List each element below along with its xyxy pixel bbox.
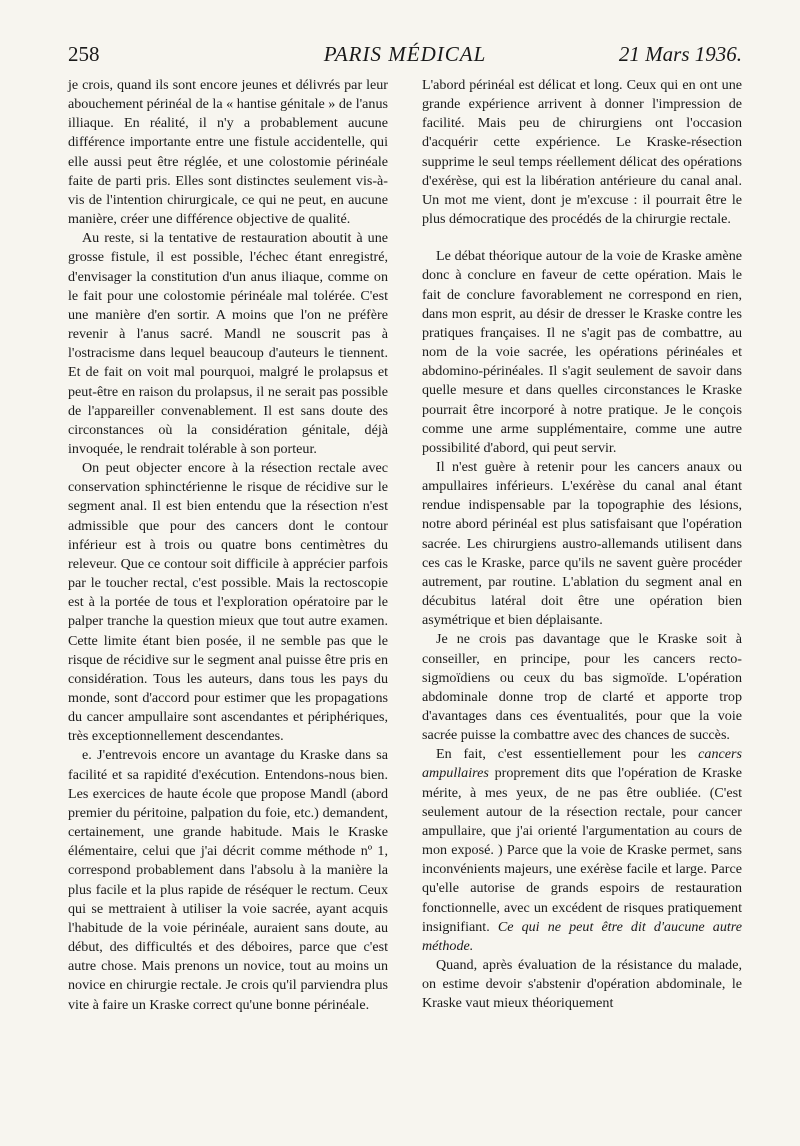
paragraph: Le débat théorique autour de la voie de Kraske amène donc à conclure en faveur de cette opération. Mais le fait de conclure favorablement ne correspond en rien, dans mon esprit, au désir de dresser le Kraske contre les pratiques françaises. Il ne s'agit pas de combattre, au nom de la voie sacrée, les opérations périnéales et abdomino-périnéales. Il s'agit seulement de savoir dans quelle mesure et dans quelles circonstances le Kraske pourrait être incorporé à notre pratique. Je le conçois comme une arme supplémentaire, comme une autre possibilité d'abord, qui peut servir. (422, 248, 742, 456)
paragraph: Quand, après évaluation de la résistance du malade, on estime devoir s'abstenir d'opération abdominale, le Kraske vaut mieux théoriquement (422, 957, 742, 1012)
running-header (68, 38, 742, 72)
left-column (68, 76, 388, 1015)
emphasis-text: cancers ampullaires (422, 746, 742, 782)
page-number: 258 (68, 42, 100, 66)
paragraph: je crois, quand ils sont encore jeunes et délivrés par leur abouchement périnéal de la « hantise génitale » de l'anus illiaque. En réalité, il n'y a probablement aucune différence importante entre une fistule accidentelle, qui elle aussi peut être réglée, et une colostomie périnéale faite de parti pris. Elles sont distinctes seulement vis-à-vis de l'intention chirurgicale, ce qui ne peut, en aucune manière, créer une différence objective de qualité. (68, 77, 388, 228)
text-run: proprement dits que l'opération de Kraske mérite, à mes yeux, de ne pas être oubliée. (C'est seulement autour de la résection rectale, pour cancer ampullaire, que j'ai orienté l'argumentation au cours de mon exposé. ) Parce que la voie de Kraske permet, sans inconvénients majeurs, une exérèse facile et large. Parce qu'elle autorise de grands espoirs de restauration fonctionnelle, avec un excédent de risques pratiquement insignifiant. (422, 765, 742, 935)
paragraph: Il n'est guère à retenir pour les cancers anaux ou ampullaires inférieurs. L'exérèse du canal anal étant rendue indispensable par la topographie des lésions, notre abord périnéal est plus satisfaisant que l'opération sacrée. Les chirurgiens austro-allemands utilisent dans ces cas le Kraske, parce qu'ils ne savent guère procéder autrement, par routine. L'ablation du segment anal en décubitus latéral doit être une opération bien asymétrique et bien déplaisante. (422, 458, 742, 629)
text-run: En fait, c'est essentiellement pour les (436, 746, 699, 763)
paragraph: Je ne crois pas davantage que le Kraske soit à conseiller, en principe, pour les cancers recto-sigmoïdiens ou ceux du bas sigmoïde. L'opération abdominale donne trop de clarté et apporte trop d'avantages dans ces éventualités, pour que la voie sacrée puisse la combattre avec des chances de succès. (422, 631, 742, 744)
emphasis-text: Ce qui ne peut être dit d'aucune autre méthode. (422, 918, 742, 954)
right-column (422, 76, 742, 1015)
text-columns (68, 76, 742, 1015)
journal-title: PARIS MÉDICAL (323, 42, 487, 66)
paragraph: e. J'entrevois encore un avantage du Kraske dans sa facilité et sa rapidité d'exécution. Entendons-nous bien. Les exercices de haute école que propose Mandl (abord premier du péritoine, palpation du foie, etc.) demandent, certainement, une grande habitude. Mais le Kraske élémentaire, celui que j'ai décrit comme méthode nº 1, correspond probablement dans l'absolu à la manière la plus facile et la plus rapide de réséquer le rectum. Ceux qui se mettraient à utiliser la voie sacrée, ayant acquis l'habitude de la voie périnéale, auraient sans doute, au début, des difficultés et des déboires, parce que c'est autre chose. Mais prenons un novice, tout au moins un novice en chirurgie rectale. Je crois qu'il parviendra plus vite à faire un Kraske correct qu'une bonne périnéale. (68, 747, 388, 1013)
paragraph: L'abord périnéal est délicat et long. Ceux qui en ont une grande expérience arrivent à donner l'impression de facilité. Mais peu de chirurgiens ont l'occasion d'acquérir cette expérience. Le Kraske-résection supprime le seul temps réellement délicat des opérations d'exérèse, qui est la libération antérieure du canal anal. Un mot me vient, dont je m'excuse : il pourrait être le plus démocratique des procédés de la chirurgie rectale. (422, 77, 742, 228)
paragraph: Au reste, si la tentative de restauration aboutit à une grosse fistule, il est possible, l'échec étant enregistré, d'envisager la constitution d'un anus iliaque, comme on le fait pour une colostomie périnéale mal tolérée. C'est une manière d'en sortir. A moins que l'on ne préfère revenir à l'anus sacré. Mandl ne souscrit pas à l'ostracisme dans lequel beaucoup d'auteurs le tiennent. Et de fait on voit mal pourquoi, malgré le prolapsus et peut-être en raison du prolapsus, il ne serait pas possible de l'appareiller convenablement. Il est sans doute des circonstances où la considération génitale, déjà invoquée, le rendrait tolérable à son porteur. (68, 230, 388, 457)
paragraph (422, 745, 742, 956)
paragraph: On peut objecter encore à la résection rectale avec conservation sphinctérienne le risque de récidive sur le segment anal. Il est bien entendu que la résection n'est admissible que pour des cancers dont le contour inférieur est à trois ou quatre bons centimètres du releveur. Que ce contour soit difficile à apprécier parfois par le toucher rectal, c'est possible. Mais la rectoscopie est à la portée de tous et l'exploration opératoire par le palper tranche la question mieux que tout autre examen. Cette limite étant bien posée, il ne semble pas que le risque de récidive sur le segment anal puisse être pris en considération. Tous les auteurs, dans tous les pays du monde, sont d'accord pour estimer que les propagations du cancer ampullaire sont ascendantes et périphériques, très exceptionnellement descendantes. (68, 460, 388, 745)
issue-date: 21 Mars 1936. (618, 42, 742, 66)
